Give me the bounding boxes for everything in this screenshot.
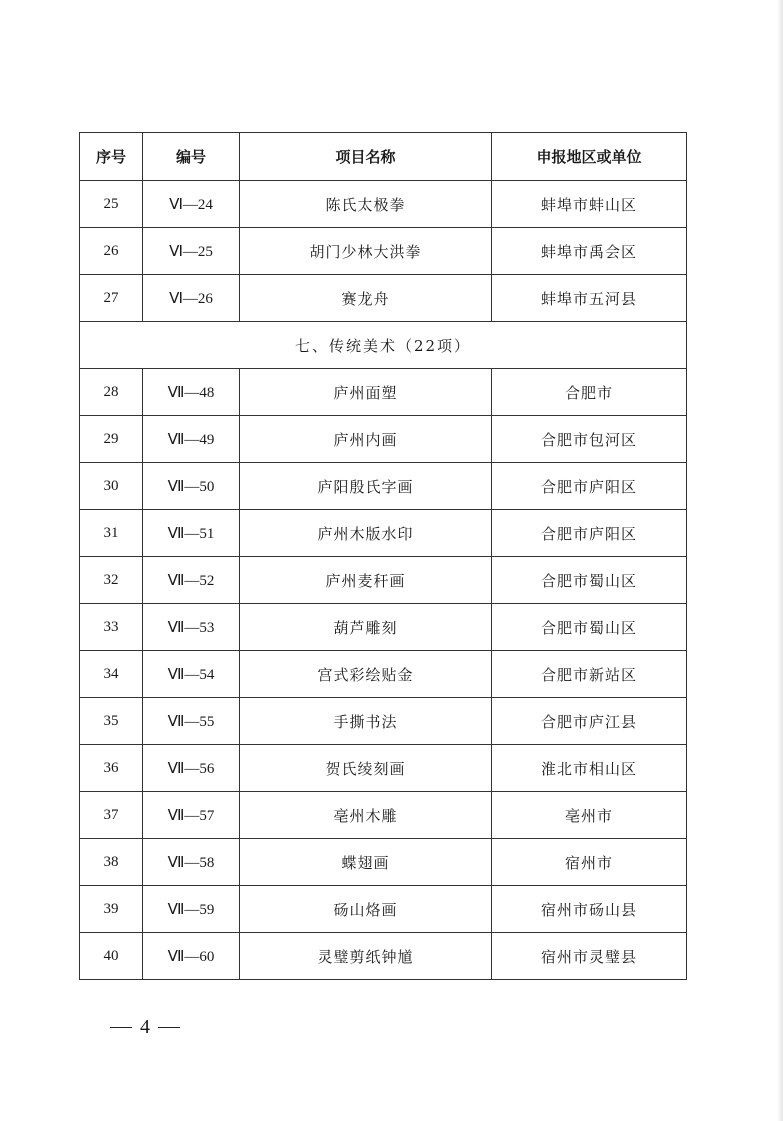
cell-serial: 25 <box>80 181 143 228</box>
table-row <box>80 463 687 510</box>
cell-serial: 28 <box>80 369 143 416</box>
page-number: 4 <box>140 1016 150 1038</box>
cell-serial: 34 <box>80 651 143 698</box>
cell-region: 合肥市庐江县 <box>492 698 687 745</box>
cell-region: 合肥市包河区 <box>492 416 687 463</box>
cell-code: Ⅵ—25 <box>143 228 240 275</box>
cell-region: 亳州市 <box>492 792 687 839</box>
heritage-project-table <box>79 132 687 980</box>
cell-project-name: 亳州木雕 <box>240 792 492 839</box>
cell-region: 宿州市灵璧县 <box>492 933 687 980</box>
table-row <box>80 604 687 651</box>
cell-code: Ⅵ—26 <box>143 275 240 322</box>
table-row <box>80 510 687 557</box>
cell-code: Ⅶ—53 <box>143 604 240 651</box>
cell-project-name: 庐阳殷氏字画 <box>240 463 492 510</box>
table-row <box>80 745 687 792</box>
table-row <box>80 275 687 322</box>
table-row <box>80 557 687 604</box>
cell-project-name: 赛龙舟 <box>240 275 492 322</box>
cell-serial: 39 <box>80 886 143 933</box>
section-title: 七、传统美术（22项） <box>80 322 687 369</box>
cell-region: 宿州市砀山县 <box>492 886 687 933</box>
cell-project-name: 胡门少林大洪拳 <box>240 228 492 275</box>
table-header-row <box>80 133 687 181</box>
cell-serial: 33 <box>80 604 143 651</box>
cell-code: Ⅶ—56 <box>143 745 240 792</box>
scan-edge-shadow <box>777 0 783 1121</box>
cell-region: 合肥市庐阳区 <box>492 463 687 510</box>
cell-region: 合肥市蜀山区 <box>492 557 687 604</box>
header-code: 编号 <box>143 133 240 181</box>
cell-project-name: 庐州面塑 <box>240 369 492 416</box>
cell-serial: 38 <box>80 839 143 886</box>
cell-code: Ⅶ—51 <box>143 510 240 557</box>
cell-region: 淮北市相山区 <box>492 745 687 792</box>
cell-project-name: 陈氏太极拳 <box>240 181 492 228</box>
cell-project-name: 砀山烙画 <box>240 886 492 933</box>
table-row <box>80 933 687 980</box>
cell-serial: 31 <box>80 510 143 557</box>
header-serial: 序号 <box>80 133 143 181</box>
cell-project-name: 灵璧剪纸钟馗 <box>240 933 492 980</box>
cell-code: Ⅶ—59 <box>143 886 240 933</box>
cell-code: Ⅶ—57 <box>143 792 240 839</box>
cell-region: 合肥市蜀山区 <box>492 604 687 651</box>
cell-project-name: 手撕书法 <box>240 698 492 745</box>
cell-code: Ⅶ—50 <box>143 463 240 510</box>
cell-code: Ⅶ—48 <box>143 369 240 416</box>
cell-project-name: 葫芦雕刻 <box>240 604 492 651</box>
cell-project-name: 宫式彩绘贴金 <box>240 651 492 698</box>
cell-serial: 40 <box>80 933 143 980</box>
cell-region: 宿州市 <box>492 839 687 886</box>
cell-region: 蚌埠市蚌山区 <box>492 181 687 228</box>
table-body-after <box>80 369 687 980</box>
table-body-before <box>80 181 687 322</box>
cell-code: Ⅶ—55 <box>143 698 240 745</box>
cell-serial: 32 <box>80 557 143 604</box>
table-row <box>80 698 687 745</box>
cell-project-name: 庐州木版水印 <box>240 510 492 557</box>
cell-region: 合肥市新站区 <box>492 651 687 698</box>
table-row <box>80 651 687 698</box>
footer-dash-right <box>158 1027 180 1028</box>
cell-code: Ⅶ—60 <box>143 933 240 980</box>
cell-code: Ⅶ—49 <box>143 416 240 463</box>
cell-code: Ⅶ—54 <box>143 651 240 698</box>
cell-region: 合肥市庐阳区 <box>492 510 687 557</box>
table-row <box>80 181 687 228</box>
cell-code: Ⅵ—24 <box>143 181 240 228</box>
section-row <box>80 322 687 369</box>
table-row <box>80 792 687 839</box>
cell-region: 蚌埠市五河县 <box>492 275 687 322</box>
cell-serial: 29 <box>80 416 143 463</box>
cell-code: Ⅶ—58 <box>143 839 240 886</box>
cell-serial: 35 <box>80 698 143 745</box>
header-project-name: 项目名称 <box>240 133 492 181</box>
table-row <box>80 416 687 463</box>
table-row <box>80 839 687 886</box>
cell-project-name: 蝶翅画 <box>240 839 492 886</box>
table-row <box>80 228 687 275</box>
table-row <box>80 886 687 933</box>
page-footer <box>110 1016 180 1039</box>
header-region: 申报地区或单位 <box>492 133 687 181</box>
cell-serial: 37 <box>80 792 143 839</box>
cell-serial: 30 <box>80 463 143 510</box>
cell-project-name: 庐州内画 <box>240 416 492 463</box>
cell-serial: 36 <box>80 745 143 792</box>
cell-serial: 26 <box>80 228 143 275</box>
footer-dash-left <box>110 1027 132 1028</box>
cell-region: 蚌埠市禹会区 <box>492 228 687 275</box>
cell-project-name: 庐州麦秆画 <box>240 557 492 604</box>
cell-project-name: 贺氏绫刻画 <box>240 745 492 792</box>
section-body <box>80 322 687 369</box>
table-row <box>80 369 687 416</box>
cell-code: Ⅶ—52 <box>143 557 240 604</box>
cell-serial: 27 <box>80 275 143 322</box>
cell-region: 合肥市 <box>492 369 687 416</box>
